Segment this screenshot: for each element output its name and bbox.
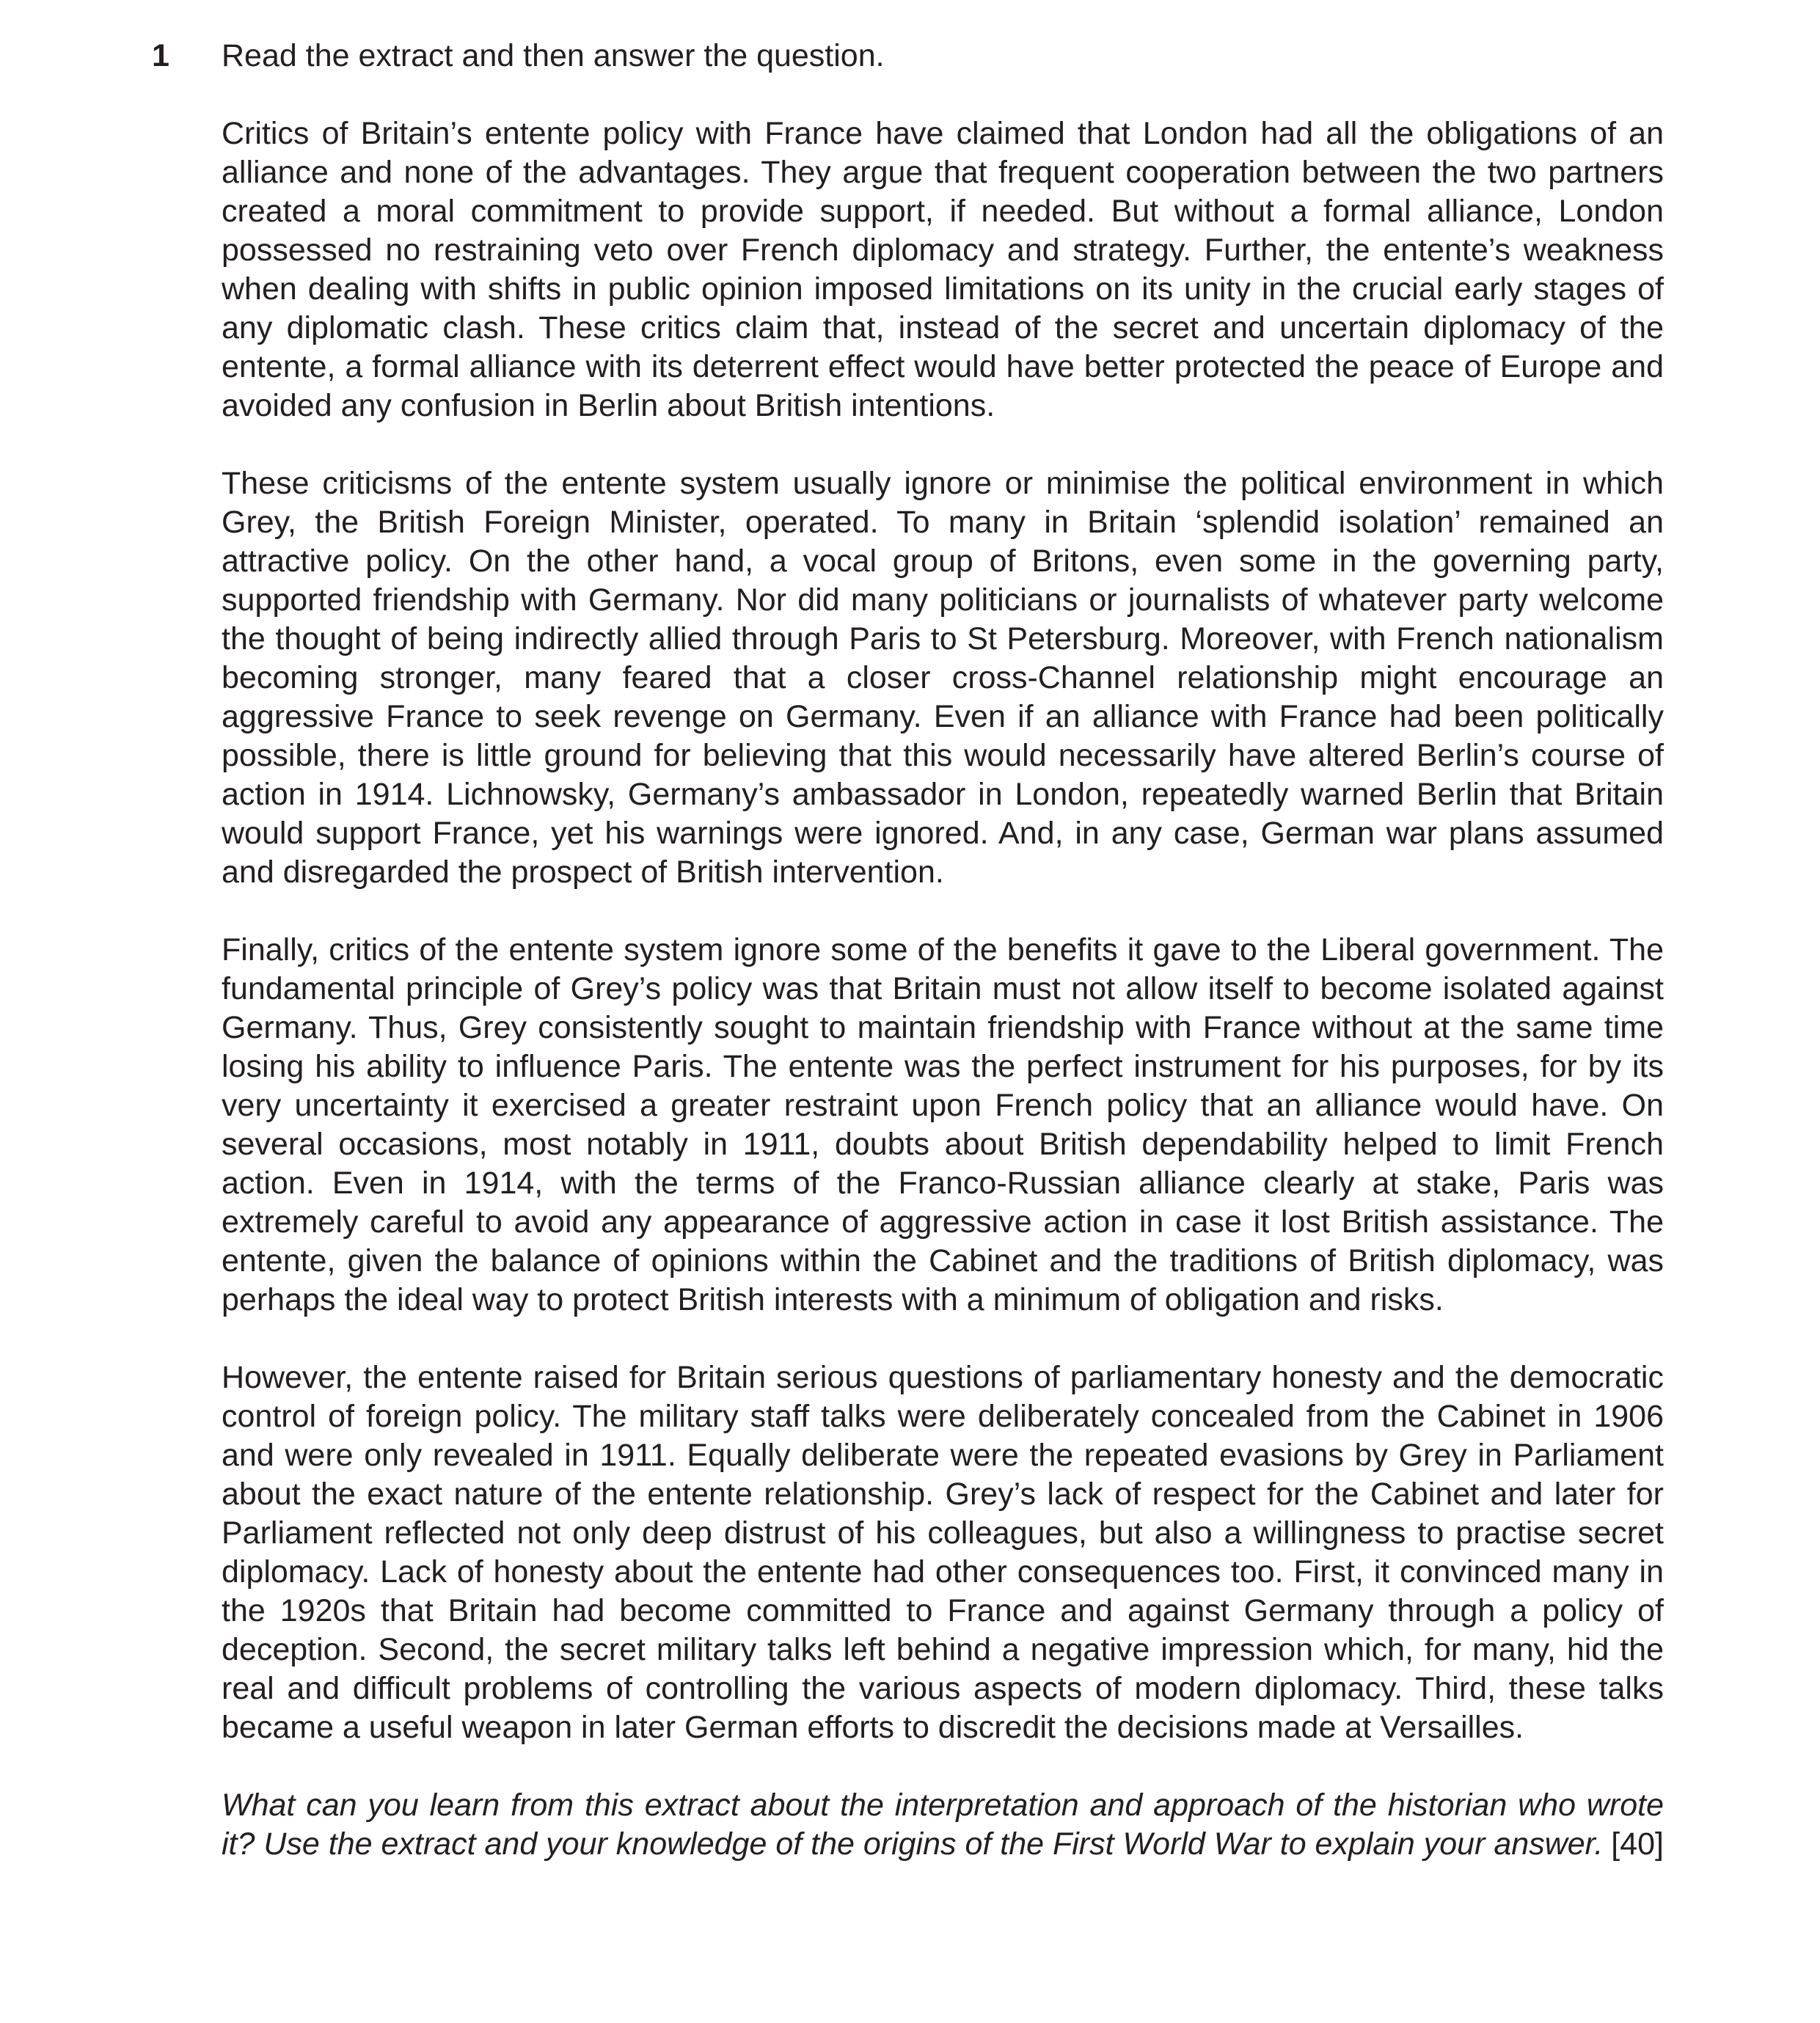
question-prompt [222,1786,1664,1864]
extract-paragraph-3: Finally, critics of the entente system ignore some of the benefits it gave to the Liberal government. The fundamental principle of Grey’s policy was that Britain must not allow itself to become isolated against Germany. Thus, Grey consistently sought to maintain friendship with France without at the same time losing his ability to influence Paris. The entente was the perfect instrument for his purposes, for by its very uncertainty it exercised a greater restraint upon French policy that an alliance would have. On several occasions, most notably in 1911, doubts about British dependability helped to limit French action. Even in 1914, with the terms of the Franco-Russian alliance clearly at stake, Paris was extremely careful to avoid any appearance of aggressive action in case it lost British assistance. The entente, given the balance of opinions within the Cabinet and the traditions of British diplomacy, was perhaps the ideal way to protect British interests with a minimum of obligation and risks. [222,932,1664,1317]
question-content [222,37,1664,1864]
question-number: 1 [152,38,169,73]
extract-paragraph-2: These criticisms of the entente system usually ignore or minimise the political environment in which Grey, the British Foreign Minister, operated. To many in Britain ‘splendid isolation’ remained an attractive policy. On the other hand, a vocal group of Britons, even some in the governing party, supported friendship with Germany. Nor did many politicians or journalists of whatever party welcome the thought of being indirectly allied through Paris to St Petersburg. Moreover, with French nationalism becoming stronger, many feared that a closer cross-Channel relationship might encourage an aggressive France to seek revenge on Germany. Even if an alliance with France had been politically possible, there is little ground for believing that this would necessarily have altered Berlin’s course of action in 1914. Lichnowsky, Germany’s ambassador in London, repeatedly warned Berlin that Britain would support France, yet his warnings were ignored. And, in any case, German war plans assumed and disregarded the prospect of British intervention. [222,466,1664,890]
instruction-text: Read the extract and then answer the question. [222,38,885,73]
extract-paragraph-4: However, the entente raised for Britain serious questions of parliamentary honesty and the democratic control of foreign policy. The military staff talks were deliberately concealed from the Cabinet in 1906 and were only revealed in 1911. Equally deliberate were the repeated evasions by Grey in Parliament about the exact nature of the entente relationship. Grey’s lack of respect for the Cabinet and later for Parliament reflected not only deep distrust of his colleagues, but also a willingness to practise secret diplomacy. Lack of honesty about the entente had other consequences too. First, it convinced many in the 1920s that Britain had become committed to France and against Germany through a policy of deception. Second, the secret military talks left behind a negative impression which, for many, hid the real and difficult problems of controlling the various aspects of modern diplomacy. Third, these talks became a useful weapon in later German efforts to discredit the decisions made at Versailles. [222,1360,1664,1745]
extract [222,114,1664,1747]
extract-paragraph-1: Critics of Britain’s entente policy with France have claimed that London had all the obligations of an alliance and none of the advantages. They argue that frequent cooperation between the two partners created a moral commitment to provide support, if needed. But without a formal alliance, London possessed no restraining veto over French diplomacy and strategy. Further, the entente’s weakness when dealing with shifts in public opinion imposed limitations on its unity in the crucial early stages of any diplomatic clash. These critics claim that, instead of the secret and uncertain diplomacy of the entente, a formal alliance with its deterrent effect would have better protected the peace of Europe and avoided any confusion in Berlin about British intentions. [222,116,1664,423]
question-prompt-text: What can you learn from this extract about the interpretation and approach of the historian who wrote it? Use the extract and your knowledge of the origins of the First World War to explain your answer. [222,1788,1664,1862]
marks-label: [40] [1611,1826,1664,1862]
